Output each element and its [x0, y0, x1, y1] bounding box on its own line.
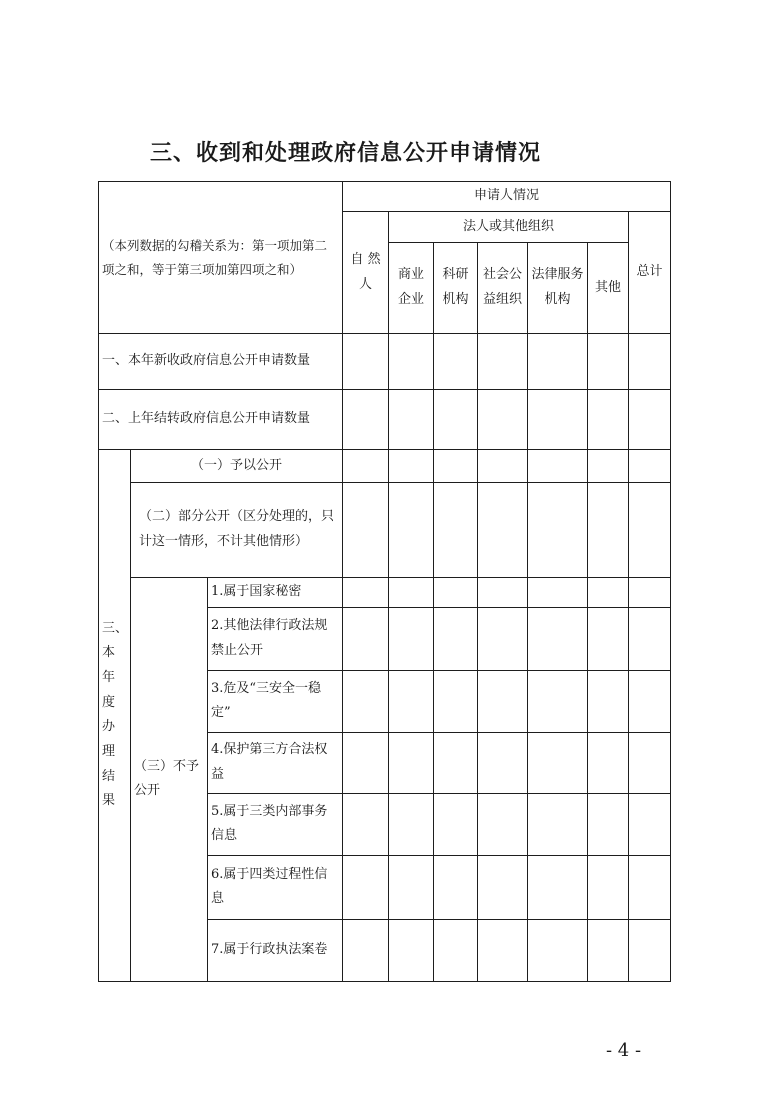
table-row: [99, 578, 671, 608]
table-cell: [528, 793, 588, 855]
table-cell: [629, 578, 671, 608]
row-label-reason: 3.危及“三安全一稳定”: [208, 670, 343, 732]
table-cell: [478, 578, 528, 608]
legal-service-header: 法律服务机构: [528, 243, 588, 334]
table-cell: [478, 732, 528, 793]
table-cell: [389, 450, 434, 483]
table-cell: [343, 334, 389, 390]
page-number: - 4 -: [606, 1040, 642, 1061]
table-cell: [389, 483, 434, 578]
table-cell: [478, 334, 528, 390]
table-cell: [588, 919, 629, 981]
table-cell: [528, 390, 588, 450]
table-cell: [389, 578, 434, 608]
table-cell: [528, 578, 588, 608]
table-cell: [588, 855, 629, 919]
table-cell: [528, 450, 588, 483]
table-cell: [528, 732, 588, 793]
legal-org-header: 法人或其他组织: [389, 212, 629, 243]
disclosure-request-table: [98, 181, 671, 982]
table-cell: [588, 390, 629, 450]
table-cell: [343, 607, 389, 670]
table-cell: [588, 670, 629, 732]
row-label-disclose: （一）予以公开: [131, 450, 343, 483]
table-cell: [434, 390, 478, 450]
table-cell: [434, 670, 478, 732]
table-cell: [588, 483, 629, 578]
table-cell: [478, 855, 528, 919]
table-cell: [478, 483, 528, 578]
relationship-note: （本列数据的勾稽关系为：第一项加第二项之和，等于第三项加第四项之和）: [99, 182, 343, 334]
row-label-reason: 6.属于四类过程性信息: [208, 855, 343, 919]
table-cell: [478, 390, 528, 450]
table-cell: [528, 919, 588, 981]
table-cell: [588, 793, 629, 855]
table-row: [99, 334, 671, 390]
table-cell: [343, 483, 389, 578]
table-cell: [434, 450, 478, 483]
table-cell: [629, 483, 671, 578]
table-cell: [389, 732, 434, 793]
table-cell: [343, 793, 389, 855]
table-cell: [343, 732, 389, 793]
social-header: 社会公益组织: [478, 243, 528, 334]
table-cell: [389, 670, 434, 732]
table-cell: [389, 334, 434, 390]
row-label-reason: 7.属于行政执法案卷: [208, 919, 343, 981]
table-cell: [629, 334, 671, 390]
row-label-not-disclose: （三）不予公开: [131, 578, 208, 982]
table-cell: [389, 607, 434, 670]
table-cell: [434, 855, 478, 919]
table-cell: [528, 607, 588, 670]
applicant-header: 申请人情况: [343, 182, 671, 212]
table-cell: [629, 670, 671, 732]
table-cell: [434, 919, 478, 981]
table-cell: [528, 670, 588, 732]
table-cell: [343, 670, 389, 732]
table-cell: [588, 334, 629, 390]
table-cell: [629, 919, 671, 981]
table-cell: [434, 607, 478, 670]
commercial-header: 商业企业: [389, 243, 434, 334]
table-cell: [629, 450, 671, 483]
total-header: 总计: [629, 212, 671, 334]
natural-person-header: 自 然人: [343, 212, 389, 334]
research-header: 科研机构: [434, 243, 478, 334]
table-row: [99, 483, 671, 578]
table-cell: [478, 450, 528, 483]
row-label-reason: 5.属于三类内部事务信息: [208, 793, 343, 855]
row-label-result-group: 三、本年度办理结果: [99, 450, 131, 982]
row-label-new-requests: 一、本年新收政府信息公开申请数量: [99, 334, 343, 390]
table-cell: [528, 334, 588, 390]
table-cell: [478, 607, 528, 670]
table-cell: [389, 390, 434, 450]
table-cell: [588, 578, 629, 608]
table-cell: [343, 919, 389, 981]
table-cell: [629, 855, 671, 919]
table-cell: [389, 855, 434, 919]
table-cell: [528, 483, 588, 578]
row-label-carried-over: 二、上年结转政府信息公开申请数量: [99, 390, 343, 450]
table-cell: [434, 578, 478, 608]
table-cell: [478, 919, 528, 981]
table-cell: [528, 855, 588, 919]
table-cell: [343, 450, 389, 483]
table-cell: [588, 450, 629, 483]
table-cell: [588, 607, 629, 670]
table-cell: [389, 793, 434, 855]
table-cell: [343, 578, 389, 608]
table-cell: [629, 732, 671, 793]
table-cell: [343, 390, 389, 450]
table-cell: [478, 670, 528, 732]
table-cell: [434, 483, 478, 578]
table-row: [99, 390, 671, 450]
table-cell: [629, 390, 671, 450]
table-cell: [629, 793, 671, 855]
table-cell: [434, 732, 478, 793]
table-cell: [343, 855, 389, 919]
table-cell: [434, 334, 478, 390]
row-label-reason: 1.属于国家秘密: [208, 578, 343, 608]
table-cell: [478, 793, 528, 855]
table-cell: [629, 607, 671, 670]
other-header: 其他: [588, 243, 629, 334]
table-row: [99, 450, 671, 483]
row-label-reason: 2.其他法律行政法规禁止公开: [208, 607, 343, 670]
row-label-partial: （二）部分公开（区分处理的，只计这一情形，不计其他情形）: [131, 483, 343, 578]
table-cell: [588, 732, 629, 793]
page-title: 三、收到和处理政府信息公开申请情况: [150, 141, 542, 166]
table-cell: [434, 793, 478, 855]
table-cell: [389, 919, 434, 981]
row-label-reason: 4.保护第三方合法权益: [208, 732, 343, 793]
